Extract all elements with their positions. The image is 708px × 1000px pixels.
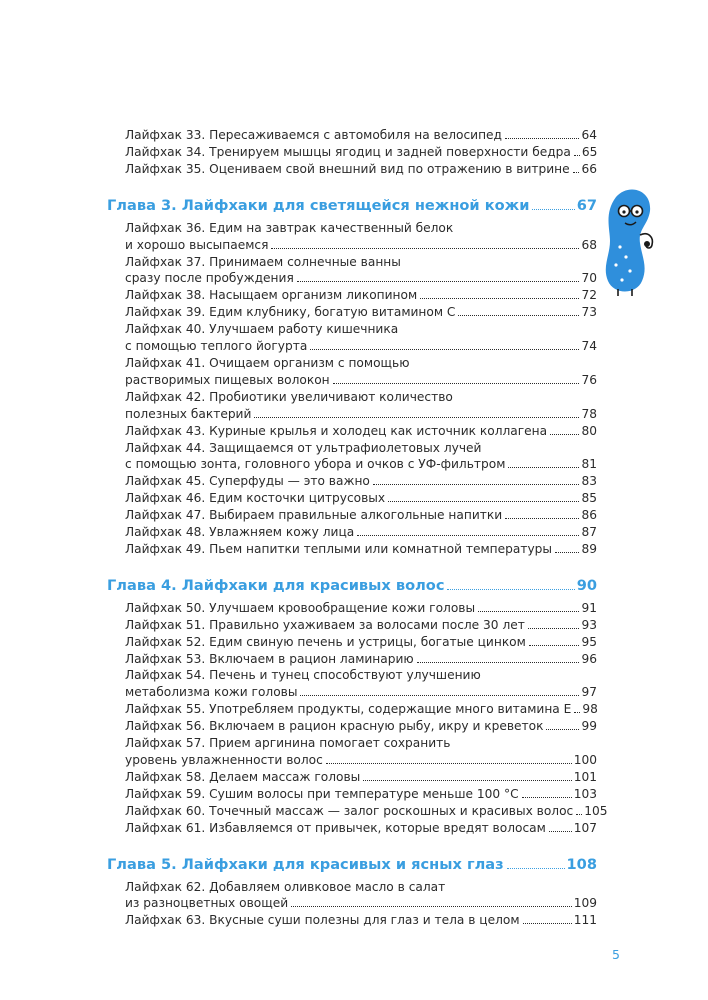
toc-entry-line (125, 254, 597, 271)
toc-entry-text: Лайфхак 51. Правильно ухаживаем за волосами после 30 лет (125, 617, 525, 632)
toc-entry-text: Лайфхак 37. Принимаем солнечные ванны (125, 254, 401, 269)
section-gap (107, 178, 597, 196)
toc-entry[interactable] (107, 803, 608, 820)
toc-entry-page: 95 (581, 634, 597, 649)
toc-entry[interactable] (107, 600, 597, 617)
toc-entry-text: Лайфхак 59. Сушим волосы при температуре меньше 100 °С (125, 786, 519, 801)
toc-entry[interactable] (107, 718, 597, 735)
toc-entry-last-line (125, 144, 597, 161)
toc-entry-text: Лайфхак 48. Увлажняем кожу лица (125, 525, 355, 540)
chapter-title: Глава 4. Лайфхаки для красивых волос (107, 576, 445, 594)
chapter-heading[interactable] (107, 196, 597, 216)
toc-entry-last-line (125, 617, 597, 634)
toc-entry-text: из разноцветных овощей (125, 896, 289, 911)
toc-entry-page: 99 (581, 719, 597, 734)
toc-entry-last-line (125, 684, 597, 701)
dot-leader (532, 208, 574, 210)
toc-entry-last-line (125, 287, 597, 304)
toc-entry-last-line (125, 786, 597, 803)
toc-entry-last-line (125, 127, 597, 144)
chapter-page: 67 (576, 196, 597, 214)
toc-entry-last-line (125, 634, 597, 651)
toc-entry-text: Лайфхак 36. Едим на завтрак качественный белок (125, 220, 454, 235)
toc-entry-page: 72 (581, 288, 597, 303)
toc-entry-last-line (125, 237, 597, 254)
toc-entry-page: 78 (581, 406, 597, 421)
toc-entry[interactable] (107, 820, 597, 837)
dot-leader (388, 500, 579, 502)
dot-leader (254, 416, 579, 418)
toc-entry-last-line (125, 895, 597, 912)
toc-entry-page: 74 (581, 339, 597, 354)
toc-entry-line (125, 321, 597, 338)
toc-entry-page: 64 (581, 128, 597, 142)
toc-entry-text: Лайфхак 39. Едим клубнику, богатую витамином С (125, 305, 456, 320)
chapter-title: Глава 3. Лайфхаки для светящейся нежной кожи (107, 196, 530, 214)
toc-entry-last-line (125, 270, 597, 287)
toc-entry-last-line (125, 701, 597, 718)
toc-entry-text: Лайфхак 44. Защищаемся от ультрафиолетовых лучей (125, 440, 482, 455)
toc-entry-text: Лайфхак 41. Очищаем организм с помощью (125, 355, 410, 370)
dot-leader (574, 711, 580, 713)
toc-entry-line (125, 220, 597, 237)
dot-leader (447, 588, 574, 590)
toc-entry[interactable] (107, 735, 597, 769)
toc-entry-last-line (125, 406, 597, 423)
toc-entry[interactable] (107, 254, 597, 288)
dot-leader (573, 171, 580, 173)
dot-leader (291, 905, 572, 907)
dot-leader (417, 661, 580, 663)
toc-entry-page: 68 (581, 237, 597, 252)
dot-leader (522, 796, 572, 798)
dot-leader (505, 517, 579, 519)
toc-entry[interactable] (107, 144, 597, 161)
toc-entry-line (125, 355, 597, 372)
chapter-heading[interactable] (107, 576, 597, 596)
toc-entry-text: Лайфхак 35. Оцениваем свой внешний вид по отражению в витрине (125, 161, 570, 176)
toc-entry-text: Лайфхак 63. Вкусные суши полезны для глаз и тела в целом (125, 913, 520, 928)
dot-leader (523, 922, 572, 924)
toc-entry-last-line (125, 600, 597, 617)
dot-leader (271, 247, 579, 249)
toc-entry-last-line (125, 161, 597, 178)
toc-entry-page: 81 (581, 457, 597, 472)
toc-entry-text: Лайфхак 56. Включаем в рацион красную рыбу, икру и креветок (125, 719, 544, 734)
toc-entry-page: 80 (581, 423, 597, 438)
chapter-heading[interactable] (107, 855, 597, 875)
toc-entry-last-line (125, 651, 597, 668)
toc-entry[interactable] (107, 490, 597, 507)
dot-leader (333, 382, 580, 384)
toc-entry-text: Лайфхак 62. Добавляем оливковое масло в салат (125, 879, 446, 894)
toc-entry-line (125, 667, 597, 684)
section-gap (107, 558, 597, 576)
dot-leader (576, 813, 582, 815)
toc-entry-text: Лайфхак 33. Пересаживаемся с автомобиля на велосипед (125, 128, 502, 142)
toc-entry-text: Лайфхак 40. Улучшаем работу кишечника (125, 322, 399, 337)
toc-entry[interactable] (107, 389, 597, 423)
toc-entry-last-line (125, 803, 608, 820)
toc-entry[interactable] (107, 634, 597, 651)
toc-entry-page: 111 (573, 913, 597, 928)
dot-leader (363, 779, 571, 781)
toc-entry-page: 73 (581, 305, 597, 320)
dot-leader (420, 297, 579, 299)
toc-entry-text: сразу после пробуждения (125, 271, 294, 286)
dot-leader (297, 280, 580, 282)
toc-entry-text: метаболизма кожи головы (125, 685, 298, 700)
dot-leader (326, 762, 572, 764)
toc-entry[interactable] (107, 879, 597, 913)
section-gap (107, 837, 597, 855)
toc-entry-page: 103 (573, 786, 597, 801)
toc-entry-text: уровень увлажненности волос (125, 753, 323, 767)
toc-entry[interactable] (107, 786, 597, 803)
chapter-page: 108 (566, 855, 597, 873)
toc-entry-text: Лайфхак 45. Суперфуды — это важно (125, 474, 370, 489)
dot-leader (574, 154, 580, 156)
toc-entry-page: 70 (581, 271, 597, 286)
toc-entry-page: 109 (573, 896, 597, 911)
toc-entry[interactable] (107, 701, 597, 718)
toc-entry-last-line (125, 769, 597, 786)
toc-entry-text: Лайфхак 47. Выбираем правильные алкогольные напитки (125, 508, 503, 523)
toc-entry-page: 65 (581, 144, 598, 159)
toc-entry-last-line (125, 304, 597, 321)
dot-leader (555, 551, 579, 553)
toc-entry[interactable] (107, 423, 597, 440)
dot-leader (478, 610, 579, 612)
toc-entry-last-line (125, 372, 597, 389)
dot-leader (529, 644, 580, 646)
table-of-contents (107, 127, 608, 929)
dot-leader (458, 314, 579, 316)
toc-entry-page: 85 (581, 491, 597, 506)
toc-entry-page: 100 (573, 753, 597, 767)
toc-entry-text: Лайфхак 53. Включаем в рацион ламинарию (125, 651, 414, 666)
toc-entry-last-line (125, 507, 597, 524)
dot-leader (310, 348, 579, 350)
toc-entry-page: 101 (573, 769, 597, 784)
toc-entry-text: с помощью зонта, головного убора и очков с УФ-фильтром (125, 457, 506, 472)
page-number: 5 (612, 947, 620, 962)
toc-entry-text: полезных бактерий (125, 406, 252, 421)
toc-entry-text: Лайфхак 55. Употребляем продукты, содержащие много витамина Е (125, 702, 572, 717)
dot-leader (508, 466, 579, 468)
toc-entry-last-line (125, 820, 597, 837)
toc-entry-text: с помощью теплого йогурта (125, 339, 308, 354)
toc-entry-last-line (125, 456, 597, 473)
toc-entry-text: Лайфхак 61. Избавляемся от привычек, которые вредят волосам (125, 820, 546, 835)
toc-entry-page: 86 (581, 508, 597, 523)
dot-leader (373, 483, 580, 485)
chapter-title: Глава 5. Лайфхаки для красивых и ясных глаз (107, 855, 504, 873)
dot-leader (549, 830, 572, 832)
toc-entry-text: Лайфхак 49. Пьем напитки теплыми или комнатной температуры (125, 541, 553, 556)
toc-entry-text: Лайфхак 52. Едим свиную печень и устрицы, богатые цинком (125, 634, 526, 649)
toc-entry-text: Лайфхак 34. Тренируем мышцы ягодиц и задней поверхности бедра (125, 144, 571, 159)
toc-entry-last-line (125, 718, 597, 735)
toc-entry-text: Лайфхак 46. Едим косточки цитрусовых (125, 491, 386, 506)
toc-entry-text: Лайфхак 60. Точечный массаж — залог роскошных и красивых волос (125, 803, 574, 818)
toc-entry-line (125, 879, 597, 896)
toc-entry-last-line (125, 752, 597, 769)
dot-leader (505, 137, 580, 139)
mascot-illustration (602, 185, 660, 297)
toc-entry[interactable] (107, 473, 597, 490)
toc-entry[interactable] (107, 220, 597, 254)
toc-entry-page: 107 (573, 820, 597, 835)
toc-entry-text: Лайфхак 54. Печень и тунец способствуют улучшению (125, 668, 481, 683)
toc-entry[interactable] (107, 912, 597, 929)
toc-entry[interactable] (107, 355, 597, 389)
toc-entry[interactable] (107, 127, 597, 144)
toc-entry-last-line (125, 338, 597, 355)
toc-entry-text: и хорошо высыпаемся (125, 237, 269, 252)
toc-entry[interactable] (107, 524, 597, 541)
toc-entry-last-line (125, 541, 597, 558)
toc-entry-last-line (125, 524, 597, 541)
toc-entry[interactable] (107, 161, 597, 178)
toc-entry[interactable] (107, 304, 597, 321)
toc-entry-text: Лайфхак 57. Прием аргинина помогает сохранить (125, 736, 451, 751)
toc-entry[interactable] (107, 667, 597, 701)
toc-entry-text: Лайфхак 43. Куриные крылья и холодец как источник коллагена (125, 423, 548, 438)
toc-entry-page: 91 (581, 600, 597, 615)
toc-entry[interactable] (107, 769, 597, 786)
dot-leader (550, 433, 579, 435)
toc-entry-page: 66 (581, 161, 597, 176)
toc-entry-page: 89 (581, 541, 597, 556)
toc-entry-text: Лайфхак 42. Пробиотики увеличивают количество (125, 389, 453, 404)
toc-entry-page: 93 (581, 617, 597, 632)
toc-entry-page: 98 (582, 702, 598, 717)
toc-entry-line (125, 389, 597, 406)
dot-leader (507, 867, 565, 869)
chapter-page: 90 (576, 576, 597, 594)
toc-entry-last-line (125, 912, 597, 929)
toc-entry-line (125, 440, 597, 457)
toc-entry-page: 76 (581, 372, 597, 387)
toc-entry-last-line (125, 490, 597, 507)
dot-leader (357, 534, 579, 536)
toc-entry-text: Лайфхак 50. Улучшаем кровообращение кожи головы (125, 600, 476, 615)
toc-entry-page: 105 (584, 803, 608, 818)
dot-leader (528, 627, 580, 629)
toc-entry[interactable] (107, 541, 597, 558)
toc-entry-text: Лайфхак 58. Делаем массаж головы (125, 769, 361, 784)
toc-entry[interactable] (107, 651, 597, 668)
dot-leader (300, 694, 579, 696)
toc-entry-last-line (125, 473, 597, 490)
toc-entry-page: 87 (581, 525, 597, 540)
toc-entry[interactable] (107, 287, 597, 304)
toc-entry-page: 97 (581, 685, 597, 700)
dot-leader (546, 728, 579, 730)
toc-entry-line (125, 735, 597, 752)
toc-entry-page: 96 (581, 651, 597, 666)
toc-entry[interactable] (107, 321, 597, 355)
toc-entry[interactable] (107, 507, 597, 524)
toc-entry-text: растворимых пищевых волокон (125, 372, 330, 387)
toc-entry[interactable] (107, 440, 597, 474)
toc-entry-text: Лайфхак 38. Насыщаем организм ликопином (125, 288, 418, 303)
toc-entry-last-line (125, 423, 597, 440)
toc-entry-page: 83 (581, 474, 597, 489)
toc-entry[interactable] (107, 617, 597, 634)
